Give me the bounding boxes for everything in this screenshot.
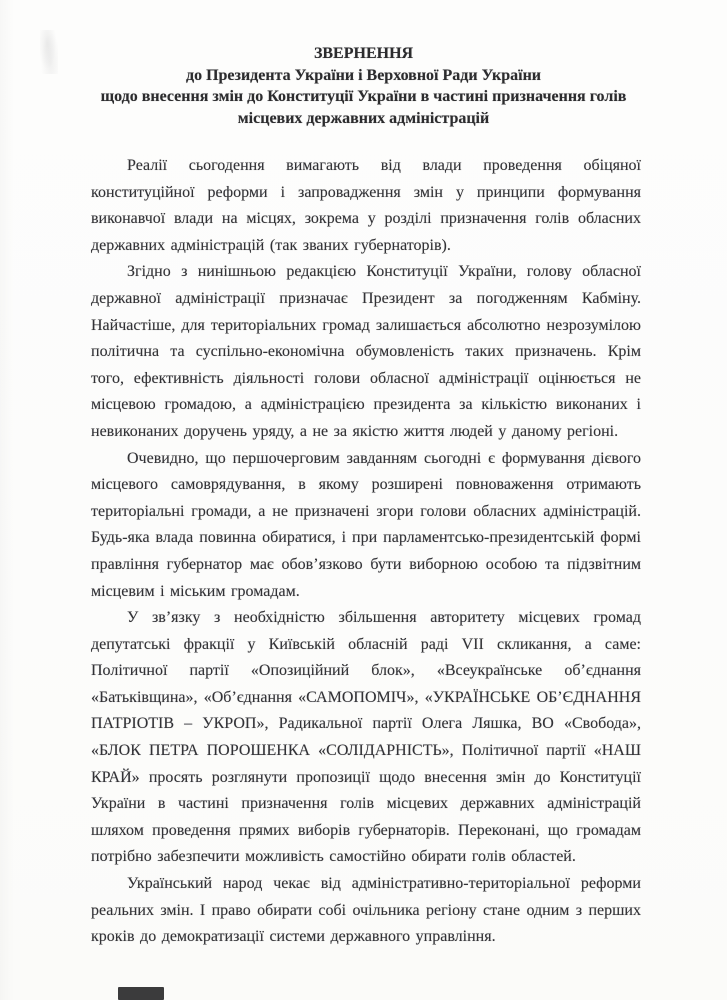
heading-title: ЗВЕРНЕННЯ	[313, 45, 414, 62]
paragraph: У зв’язку з необхідністю збільшення авторитету місцевих громад депутатські фракції у Київській обласній раді VII скликання, а саме: Політичної партії «Опозиційний блок», «Всеукраїнське об’єднання «Батьківщина», «Об’єднання «САМОПОМІЧ», «УКРАЇНСЬКЕ ОБ’ЄДНАННЯ ПАТРІОТІВ – УКРОП», Радикальної партії Олега Ляшка, ВО «Свобода», «БЛОК ПЕТРА ПОРОШЕНКА «СОЛІДАРНІСТЬ», Політичної партії «НАШ КРАЙ» просять розглянути пропозиції щодо внесення змін до Конституції України в частині призначення голів місцевих державних адміністрацій шляхом проведення прямих виборів губернаторів. Переконані, що громадам потрібно забезпечити можливість самостійно обирати голів областей.	[91, 609, 641, 866]
paragraph: Очевидно, що першочерговим завданням сьогодні є формування дієвого місцевого самоврядування, в якому розширені повноваження отримають територіальні громади, а не призначені згори голови обласних адміністрацій. Будь-яка влада повинна обиратися, і при парламентсько-президентській формі правління губернатор має обов’язково бути виборною особою та підзвітним місцевим і міським громадам.	[91, 449, 641, 600]
paragraph: Згідно з нинішньою редакцією Конституції України, голову обласної державної адміністрації призначає Президент за погодженням Кабміну. Найчастіше, для територіальних громад залишається абсолютно незрозумілою політична та суспільно-економічна обумовленість таких призначень. Крім того, ефективність діяльності голови обласної адміністрації оцінюється не місцевою громадою, а адміністрацією президента за кількістю виконаних і невиконаних доручень уряду, а не за якістю життя людей у даному регіоні.	[91, 263, 641, 440]
heading-subject-line-2: місцевих державних адміністрацій	[237, 109, 490, 127]
scan-noise	[40, 30, 58, 74]
heading-subject-line-1: щодо внесення змін до Конституції України в частині призначення голів	[100, 88, 627, 105]
paragraph: Український народ чекає від адміністративно-територіальної реформи реальних змін. І право обирати собі очільника регіону стане одним з перших кроків до демократизації системи державного управління.	[91, 875, 641, 946]
document-heading	[0, 0, 727, 129]
paragraph: Реалії сьогодення вимагають від влади проведення обіцяної конституційної реформи і запровадження змін у принципи формування виконавчої влади на місцях, зокрема у розділі призначення голів обласних державних адміністрацій (так званих губернаторів).	[91, 157, 641, 254]
document-body	[91, 153, 641, 951]
scan-artifact-mark	[118, 987, 164, 1000]
heading-addressee: до Президента України і Верховної Ради України	[185, 66, 541, 84]
